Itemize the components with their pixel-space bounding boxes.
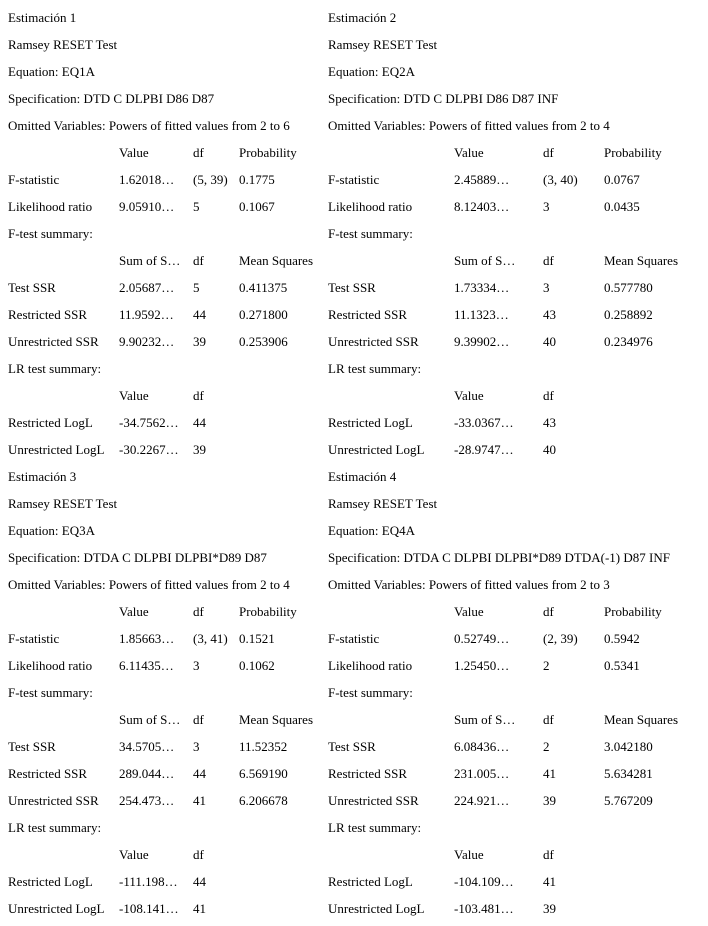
specification-line-text: Specification: DTD C DLPBI D86 D87 <box>8 91 215 106</box>
test-name-text: Ramsey RESET Test <box>328 37 438 52</box>
cell-value: 0.0767 <box>604 172 640 187</box>
ftest-summary-label-text: F-test summary: <box>328 685 413 700</box>
cell-value: 9.90232… <box>119 334 175 349</box>
row-label: Unrestricted LogL <box>8 442 105 457</box>
column-header: Value <box>454 145 484 160</box>
cell-value: 40 <box>543 334 556 349</box>
column-header: Probability <box>239 604 297 619</box>
panel-title-text: Estimación 4 <box>328 469 397 484</box>
cell-value: 231.005… <box>454 766 510 781</box>
omitted-variables-line-text: Omitted Variables: Powers of fitted values from 2 to 3 <box>328 577 610 592</box>
cell-value: 3.042180 <box>604 739 653 754</box>
column-header: df <box>193 712 204 727</box>
cell-value: 0.577780 <box>604 280 653 295</box>
cell-value: 1.25450… <box>454 658 510 673</box>
cell-value: 6.206678 <box>239 793 288 808</box>
cell-value: -30.2267… <box>119 442 179 457</box>
row-label: Unrestricted SSR <box>328 793 419 808</box>
cell-value: 44 <box>193 874 206 889</box>
row-label: F-statistic <box>8 631 60 646</box>
column-header: Sum of S… <box>119 253 181 268</box>
row-label: Likelihood ratio <box>8 658 93 673</box>
cell-value: 6.11435… <box>119 658 174 673</box>
test-name-text: Ramsey RESET Test <box>8 496 118 511</box>
row-label: Test SSR <box>328 739 376 754</box>
column-header: Probability <box>604 604 662 619</box>
row-label: F-statistic <box>8 172 60 187</box>
cell-value: 1.62018… <box>119 172 175 187</box>
cell-value: 289.044… <box>119 766 175 781</box>
cell-value: 0.258892 <box>604 307 653 322</box>
panel-title-text: Estimación 1 <box>8 10 77 25</box>
cell-value: -33.0367… <box>454 415 514 430</box>
column-header: Sum of S… <box>454 253 516 268</box>
cell-value: 6.08436… <box>454 739 510 754</box>
column-header: Probability <box>239 145 297 160</box>
test-name-text: Ramsey RESET Test <box>328 496 438 511</box>
row-label: Likelihood ratio <box>8 199 93 214</box>
cell-value: -103.481… <box>454 901 514 916</box>
equation-line-text: Equation: EQ1A <box>8 64 96 79</box>
equation-line-text: Equation: EQ4A <box>328 523 416 538</box>
row-label: Unrestricted SSR <box>328 334 419 349</box>
row-label: F-statistic <box>328 172 380 187</box>
cell-value: 44 <box>193 766 206 781</box>
cell-value: (3, 40) <box>543 172 578 187</box>
column-header: df <box>543 847 554 862</box>
cell-value: 3 <box>193 658 200 673</box>
column-header: Value <box>119 847 149 862</box>
cell-value: 0.1521 <box>239 631 275 646</box>
cell-value: -108.141… <box>119 901 179 916</box>
cell-value: -28.9747… <box>454 442 514 457</box>
cell-value: 0.234976 <box>604 334 653 349</box>
cell-value: 9.05910… <box>119 199 175 214</box>
panel-title-text: Estimación 3 <box>8 469 77 484</box>
cell-value: 1.73334… <box>454 280 510 295</box>
cell-value: 6.569190 <box>239 766 288 781</box>
cell-value: 39 <box>543 793 556 808</box>
column-header: Value <box>119 145 149 160</box>
cell-value: -34.7562… <box>119 415 179 430</box>
cell-value: 9.39902… <box>454 334 510 349</box>
column-header: Value <box>454 847 484 862</box>
lr-summary-label-text: LR test summary: <box>328 361 422 376</box>
cell-value: 11.52352 <box>239 739 288 754</box>
row-label: Likelihood ratio <box>328 658 413 673</box>
cell-value: 0.0435 <box>604 199 640 214</box>
test-name-text: Ramsey RESET Test <box>8 37 118 52</box>
cell-value: 2.45889… <box>454 172 510 187</box>
lr-summary-label-text: LR test summary: <box>8 361 102 376</box>
ftest-summary-label-text: F-test summary: <box>8 685 93 700</box>
column-header: df <box>543 145 554 160</box>
column-header: Value <box>119 388 149 403</box>
row-label: Test SSR <box>328 280 376 295</box>
cell-value: 41 <box>193 793 206 808</box>
cell-value: 3 <box>193 739 200 754</box>
row-label: Restricted LogL <box>8 415 93 430</box>
ftest-summary-label-text: F-test summary: <box>328 226 413 241</box>
cell-value: 2 <box>543 739 550 754</box>
omitted-variables-line-text: Omitted Variables: Powers of fitted values from 2 to 4 <box>328 118 610 133</box>
cell-value: 224.921… <box>454 793 510 808</box>
row-label: Test SSR <box>8 739 56 754</box>
column-header: df <box>543 253 554 268</box>
cell-value: 39 <box>193 442 206 457</box>
omitted-variables-line-text: Omitted Variables: Powers of fitted values from 2 to 6 <box>8 118 290 133</box>
specification-line-text: Specification: DTDA C DLPBI DLPBI*D89 D87 <box>8 550 267 565</box>
cell-value: (5, 39) <box>193 172 228 187</box>
cell-value: 1.85663… <box>119 631 175 646</box>
specification-line-text: Specification: DTD C DLPBI D86 D87 INF <box>328 91 559 106</box>
cell-value: 41 <box>543 766 556 781</box>
cell-value: 11.9592… <box>119 307 174 322</box>
column-header: df <box>193 604 204 619</box>
lr-summary-label-text: LR test summary: <box>8 820 102 835</box>
row-label: Unrestricted LogL <box>328 901 425 916</box>
cell-value: 44 <box>193 415 206 430</box>
cell-value: 5.634281 <box>604 766 653 781</box>
row-label: F-statistic <box>328 631 380 646</box>
row-label: Test SSR <box>8 280 56 295</box>
column-header: Value <box>119 604 149 619</box>
cell-value: 41 <box>543 874 556 889</box>
cell-value: 0.1067 <box>239 199 275 214</box>
omitted-variables-line-text: Omitted Variables: Powers of fitted values from 2 to 4 <box>8 577 290 592</box>
specification-line-text: Specification: DTDA C DLPBI DLPBI*D89 DTDA(-1) D87 INF <box>328 550 670 565</box>
row-label: Restricted SSR <box>8 766 88 781</box>
cell-value: 43 <box>543 415 556 430</box>
cell-value: 0.52749… <box>454 631 510 646</box>
column-header: df <box>543 604 554 619</box>
column-header: df <box>193 145 204 160</box>
column-header: df <box>543 388 554 403</box>
column-header: df <box>193 253 204 268</box>
cell-value: 0.411375 <box>239 280 288 295</box>
column-header: Probability <box>604 145 662 160</box>
row-label: Unrestricted LogL <box>8 901 105 916</box>
cell-value: 0.253906 <box>239 334 288 349</box>
cell-value: 5 <box>193 280 200 295</box>
ftest-summary-label-text: F-test summary: <box>8 226 93 241</box>
column-header: Value <box>454 604 484 619</box>
panel-title-text: Estimación 2 <box>328 10 397 25</box>
cell-value: 44 <box>193 307 206 322</box>
cell-value: 11.1323… <box>454 307 509 322</box>
lr-summary-label-text: LR test summary: <box>328 820 422 835</box>
column-header: df <box>543 712 554 727</box>
cell-value: 3 <box>543 199 550 214</box>
cell-value: 254.473… <box>119 793 175 808</box>
cell-value: 5 <box>193 199 200 214</box>
row-label: Unrestricted SSR <box>8 793 99 808</box>
column-header: Mean Squares <box>604 712 679 727</box>
row-label: Likelihood ratio <box>328 199 413 214</box>
column-header: Value <box>454 388 484 403</box>
row-label: Restricted LogL <box>328 874 413 889</box>
cell-value: 39 <box>543 901 556 916</box>
row-label: Unrestricted SSR <box>8 334 99 349</box>
cell-value: 0.1062 <box>239 658 275 673</box>
cell-value: 5.767209 <box>604 793 653 808</box>
cell-value: 43 <box>543 307 556 322</box>
cell-value: 34.5705… <box>119 739 175 754</box>
cell-value: -111.198… <box>119 874 178 889</box>
cell-value: 3 <box>543 280 550 295</box>
cell-value: (2, 39) <box>543 631 578 646</box>
column-header: Mean Squares <box>239 253 314 268</box>
cell-value: -104.109… <box>454 874 514 889</box>
column-header: Mean Squares <box>604 253 679 268</box>
row-label: Restricted LogL <box>8 874 93 889</box>
cell-value: 0.1775 <box>239 172 275 187</box>
column-header: Sum of S… <box>119 712 181 727</box>
row-label: Restricted SSR <box>328 307 408 322</box>
column-header: df <box>193 847 204 862</box>
row-label: Restricted LogL <box>328 415 413 430</box>
column-header: Sum of S… <box>454 712 516 727</box>
cell-value: 39 <box>193 334 206 349</box>
column-header: df <box>193 388 204 403</box>
cell-value: 41 <box>193 901 206 916</box>
cell-value: 8.12403… <box>454 199 510 214</box>
cell-value: 0.5942 <box>604 631 640 646</box>
cell-value: 40 <box>543 442 556 457</box>
cell-value: 2.05687… <box>119 280 175 295</box>
cell-value: 2 <box>543 658 550 673</box>
equation-line-text: Equation: EQ2A <box>328 64 416 79</box>
row-label: Restricted SSR <box>8 307 88 322</box>
cell-value: (3, 41) <box>193 631 228 646</box>
equation-line-text: Equation: EQ3A <box>8 523 96 538</box>
row-label: Unrestricted LogL <box>328 442 425 457</box>
column-header: Mean Squares <box>239 712 314 727</box>
row-label: Restricted SSR <box>328 766 408 781</box>
cell-value: 0.271800 <box>239 307 288 322</box>
cell-value: 0.5341 <box>604 658 640 673</box>
